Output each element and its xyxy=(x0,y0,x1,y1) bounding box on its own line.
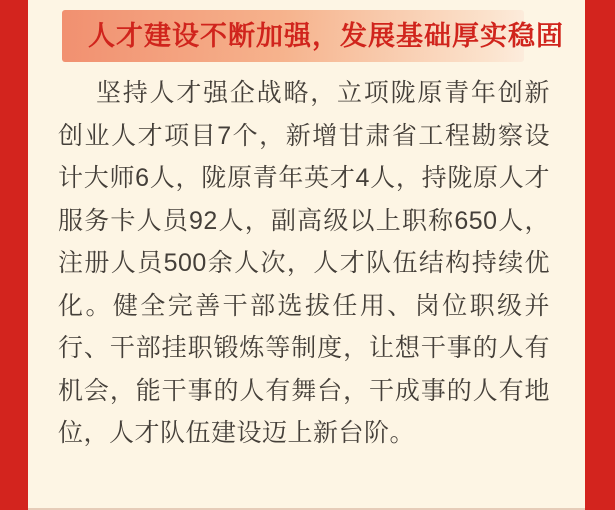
content-area xyxy=(28,0,585,510)
body-paragraph: 坚持人才强企战略，立项陇原青年创新创业人才项目7个，新增甘肃省工程勘察设计大师6人，陇原青年英才4人，持陇原人才服务卡人员92人，副高级以上职称650人，注册人员500余人次，人才队伍结构持续优化。健全完善干部选拔任用、岗位职级并行、干部挂职锻炼等制度，让想干事的人有机会，能干事的人有舞台，干成事的人有地位，人才队伍建设迈上新台阶。 xyxy=(58,79,550,447)
section-title-banner xyxy=(62,10,564,62)
right-red-border xyxy=(585,0,615,510)
section-title: 人才建设不断加强，发展基础厚实稳固 xyxy=(88,21,564,51)
left-red-border xyxy=(0,0,28,510)
